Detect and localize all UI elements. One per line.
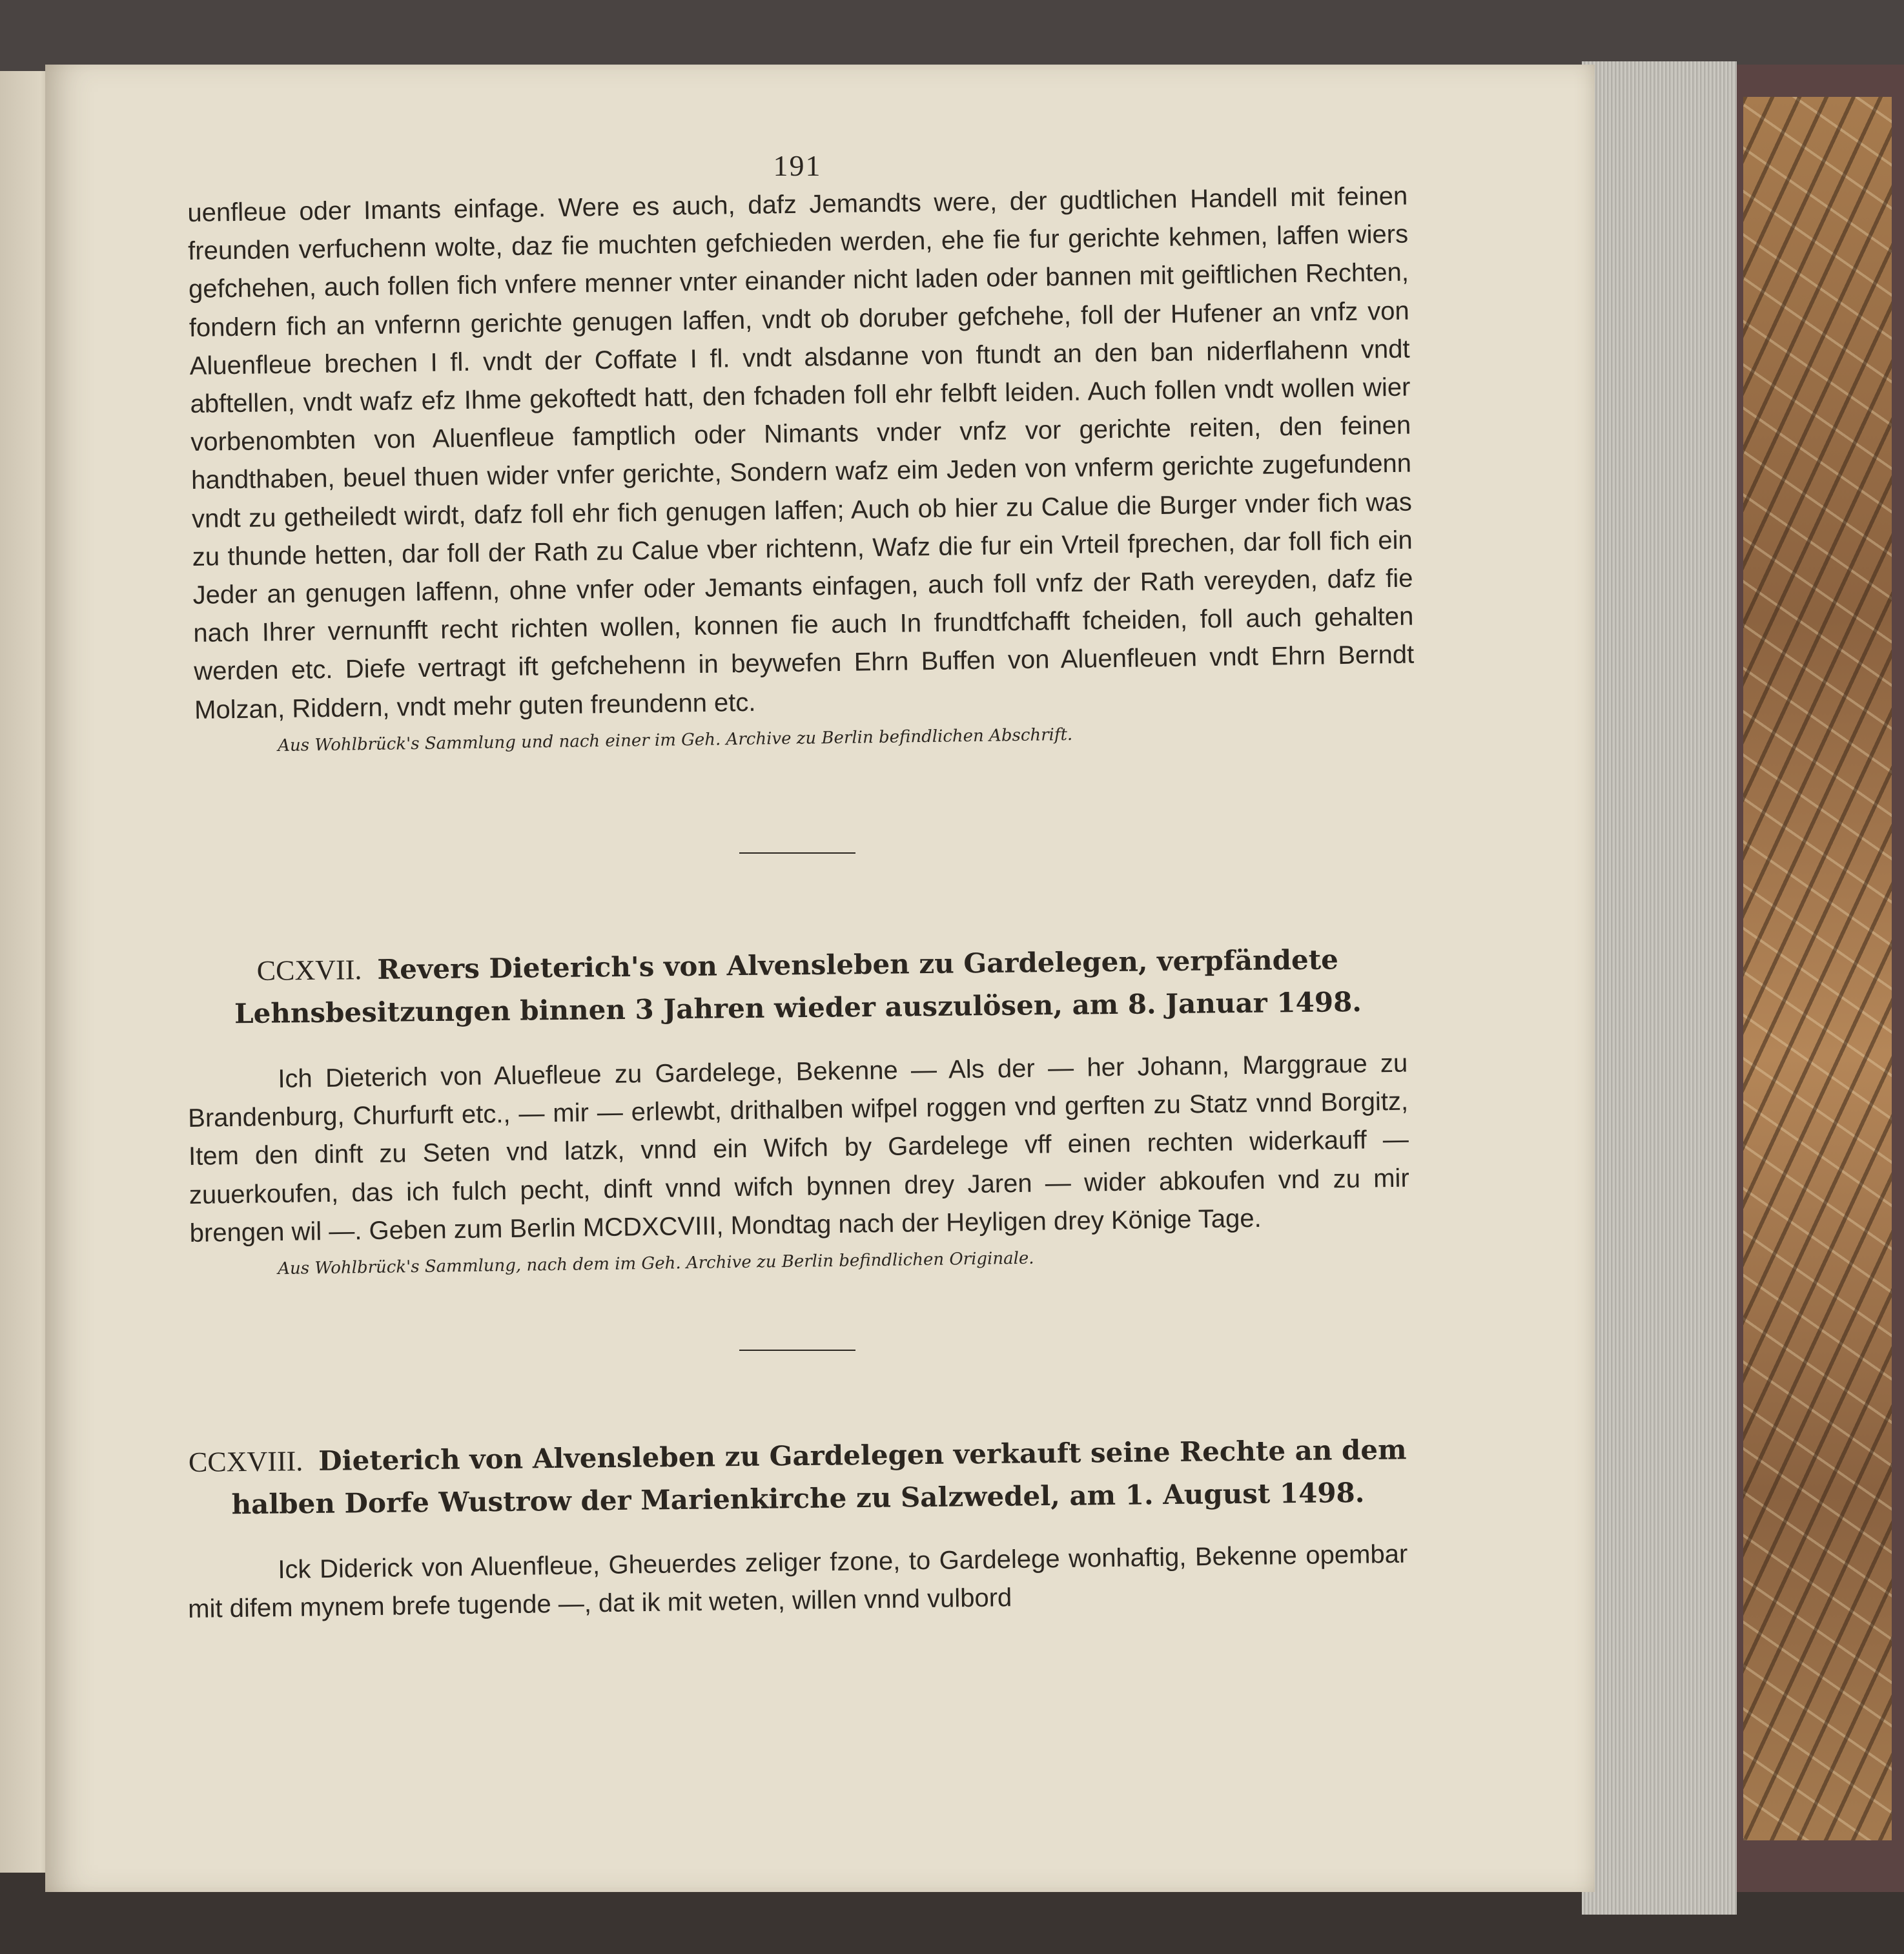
page-content xyxy=(187,149,1415,1629)
body-paragraph: Ich Dieterich von Aluefleue zu Gardelege, Bekenne — Als der — her Johann, Marggraue zu Brandenburg, Churfurft etc., — mir — erlewbt, drithalben wifpel roggen vnd gerften zu Statz vnnd Borgitz, Item den dinft zu Seten vnd latzk, vnnd ein Wifch by Gardelege vff einen rechten widerkauff — zuuerkoufen, das ich fulch pecht, dinft vnnd wifch bynnen drey Jaren — wider abkoufen vnd zu mir brengen wil —. Geben zum Berlin MCDXCVIII, Mondtag nach der Heyligen drey Könige Tage. xyxy=(187,1049,1410,1248)
document-heading xyxy=(187,938,1408,1036)
document-heading xyxy=(187,1428,1408,1527)
page-fore-edge xyxy=(1582,61,1737,1915)
body-paragraph: Ick Diderick von Aluenfleue, Gheuerdes zeliger fzone, to Gardelege wonhaftig, Bekenne opembar mit difem mynem brefe tugende —, dat ik mit weten, willen vnnd vulbord xyxy=(187,1539,1408,1624)
section-divider xyxy=(739,852,855,854)
document-title: Revers Dieterich's von Alvensleben zu Gardelegen, verpfändete Lehnsbesitzungen binnen 3 Jahren wieder auszulösen, am 8. Januar 1498. xyxy=(234,943,1362,1030)
document-number: CCXVII. xyxy=(256,954,362,987)
page-number: 191 xyxy=(773,149,822,182)
marbled-endpaper xyxy=(1743,97,1892,1840)
section-divider xyxy=(739,1350,855,1351)
source-note: Aus Wohlbrück's Sammlung und nach einer im Geh. Archive zu Berlin befindlichen Abschrift. xyxy=(278,725,1073,756)
document-title: Dieterich von Alvensleben zu Gardelegen verkauft seine Rechte an dem halben Dorfe Wustrow der Marienkirche zu Salzwedel, am 1. August 1498. xyxy=(231,1434,1407,1521)
document-number: CCXVIII. xyxy=(188,1445,303,1478)
source-note: Aus Wohlbrück's Sammlung, nach dem im Geh. Archive zu Berlin befindlichen Originale. xyxy=(278,1248,1034,1279)
body-paragraph: uenfleue oder Imants einfage. Were es auch, dafz Jemandts were, der gudtlichen Handell mit feinen freunden verfuchenn wolte, daz fie muchten gefchieden werden, ehe fie fur gerichte kehmen, laffen wiers gefchehen, auch follen fich vnfere menner vnter einander nicht laden oder bannen mit geiftlichen Rechten, fondern fich an vnfernn gerichte genugen laffen, vndt ob doruber gefchehe, foll der Hufener an vnfz von Aluenfleue brechen I fl. vndt der Coffate I fl. vndt alsdanne von ftundt an den ban niderflahenn vndt abftellen, vndt wafz efz Ihme gekoftedt hatt, den fchaden foll ehr felbft leiden. Auch follen vndt wollen wier vorbenombten von Aluenfleue famptlich oder Nimants vnder vnfz vor gerichte reiten, den feinen handthaben, beuel thuen wider vnfer gerichte, Sondern wafz eim Jeden von vnferm gerichte zugefundenn vndt zu getheiledt wirdt, dafz foll ehr fich genugen laffen; Auch ob hier zu Calue die Burger vnder fich was zu thunde hetten, dar foll der Rath zu Calue vber richtenn, Wafz die fur ein Vrteil fprechen, dar foll fich ein Jeder an genugen laffenn, ohne vnfer oder Jemants einfagen, auch foll vnfz der Rath vereyden, dafz fie nach Ihrer vernunfft recht richten wollen, konnen fie auch In frundtfchafft fcheiden, foll auch gehalten werden etc. Diefe vertragt ift gefchehenn in beywefen Ehrn Buffen von Aluenfleuen vndt Ehrn Berndt Molzan, Riddern, vndt mehr guten freundenn etc. xyxy=(187,181,1415,725)
book-page xyxy=(45,65,1595,1892)
